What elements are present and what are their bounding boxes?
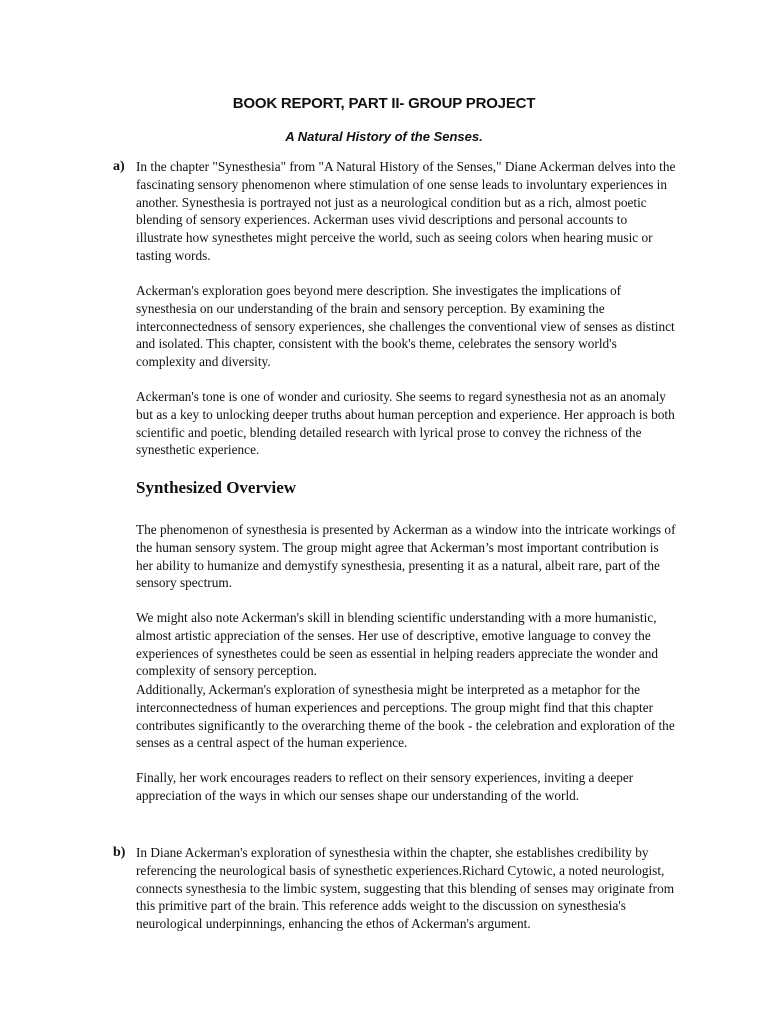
overview-paragraph-4: Finally, her work encourages readers to reflect on their sensory experiences, inviting a deeper appreciation of the ways in which our senses shape our understanding of the world.: [136, 770, 634, 803]
section-a-paragraph-3: Ackerman's tone is one of wonder and curiosity. She seems to regard synesthesia not as an anomaly but as a key to unlocking deeper truths about human perception and experience. Her approach is both scientific and poetic, blending detailed research with lyrical prose to convey the richness of the synesthetic experience.: [136, 389, 675, 458]
book-title: A Natural History of the Senses.: [285, 129, 483, 144]
overview-paragraph-3: Additionally, Ackerman's exploration of synesthesia might be interpreted as a metaphor for the interconnectedness of human experiences and perceptions. The group might find that this chapter contributes significantly to the overarching theme of the book - the celebration and exploration of the senses as a central aspect of the human experience.: [136, 682, 675, 751]
overview-paragraph-2: We might also note Ackerman's skill in blending scientific understanding with a more humanistic, almost artistic appreciation of the senses. Her use of descriptive, emotive language to convey the experiences of synesthetes could be seen as essential in helping readers appreciate the wonder and complexity of sensory perception.: [136, 610, 659, 679]
section-b-label: b): [113, 845, 126, 860]
section-b-paragraph: In Diane Ackerman's exploration of synesthesia within the chapter, she establishes credibility by referencing the neurological basis of synesthetic experiences.Richard Cytowic, a noted neurologist, connects synesthesia to the limbic system, suggesting that this blending of senses may originate from this primitive part of the brain. This reference adds weight to the discussion on synesthesia's neurological underpinnings, enhancing the ethos of Ackerman's argument.: [136, 845, 675, 932]
section-a-paragraph-1: In the chapter "Synesthesia" from "A Natural History of the Senses," Diane Ackerman delves into the fascinating sensory phenomenon where stimulation of one sense leads to involuntary experiences in another. Synesthesia is portrayed not just as a neurological condition but as a rich, almost poetic blending of sensory experiences. Ackerman uses vivid descriptions and personal accounts to illustrate how synesthetes might perceive the world, such as seeing colors when hearing music or tasting words.: [136, 159, 676, 263]
overview-paragraph-1: The phenomenon of synesthesia is presented by Ackerman as a window into the intricate workings of the human sensory system. The group might agree that Ackerman’s most important contribution is her ability to humanize and demystify synesthesia, presenting it as a natural, albeit rare, part of the sensory spectrum.: [136, 522, 676, 591]
overview-heading: Synthesized Overview: [136, 478, 297, 497]
section-a-paragraph-2: Ackerman's exploration goes beyond mere description. She investigates the implications of synesthesia on our understanding of the brain and sensory perception. By examining the interconnectedness of sensory experiences, she challenges the conventional view of senses as distinct and isolated. This chapter, consistent with the book's theme, celebrates the sensory world's complexity and diversity.: [136, 283, 675, 370]
section-a-label: a): [113, 159, 125, 174]
document-title: BOOK REPORT, PART II- GROUP PROJECT: [232, 95, 536, 112]
